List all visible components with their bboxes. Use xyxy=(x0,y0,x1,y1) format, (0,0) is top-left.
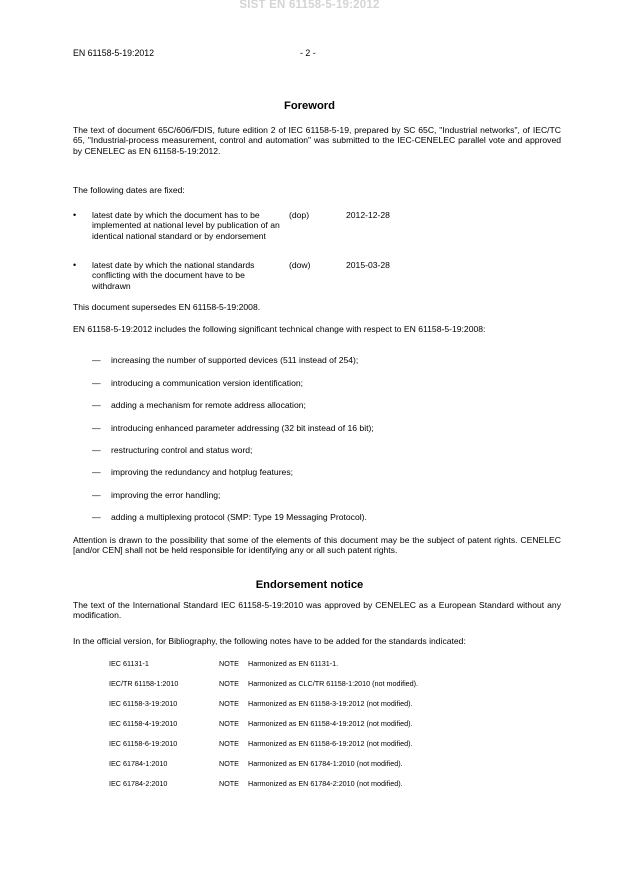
change-item: — improving the redundancy and hotplug features; xyxy=(92,467,294,477)
date-dop-code: (dop) xyxy=(289,210,310,220)
note-label: NOTE xyxy=(219,779,239,788)
changes-intro: EN 61158-5-19:2012 includes the following significant technical change with respect to EN 61158-5-19:2008: xyxy=(73,324,486,334)
endorsement-title: Endorsement notice xyxy=(255,579,364,591)
note-text: Harmonized as EN 61784-1:2010 (not modified). xyxy=(248,759,403,768)
dates-intro: The following dates are fixed: xyxy=(73,185,185,195)
change-item: — restructuring control and status word; xyxy=(92,445,253,455)
note-label: NOTE xyxy=(219,659,239,668)
dash-icon: — xyxy=(92,445,101,455)
bullet-icon: • xyxy=(73,210,77,220)
note-standard: IEC/TR 61158-1:2010 xyxy=(109,679,179,688)
dash-icon: — xyxy=(92,467,101,477)
note-label: NOTE xyxy=(219,739,239,748)
date-dop-text: latest date by which the document has to be implemented at national level by publication of an identical national standard or by endorsement xyxy=(92,210,280,241)
note-standard: IEC 61158-4-19:2010 xyxy=(109,719,178,728)
note-text: Harmonized as EN 61784-2:2010 (not modified). xyxy=(248,779,403,788)
note-standard: IEC 61784-1:2010 xyxy=(109,759,168,768)
header-doc-id: EN 61158-5-19:2012 xyxy=(73,48,155,58)
dash-icon: — xyxy=(92,378,101,388)
note-text: Harmonized as EN 61158-4-19:2012 (not modified). xyxy=(248,719,413,728)
date-dop-value: 2012-12-28 xyxy=(346,210,390,220)
attention-text: Attention is drawn to the possibility that some of the elements of this document may be the subject of patent rights. CENELEC [and/or CEN] shall not be held responsible for identifying any or all such patent rights. xyxy=(73,535,561,556)
note-label: NOTE xyxy=(219,719,239,728)
supersedes-text: This document supersedes EN 61158-5-19:2008. xyxy=(73,302,261,312)
note-text: Harmonized as EN 61158-6-19:2012 (not modified). xyxy=(248,739,413,748)
watermark: SIST EN 61158-5-19:2012 xyxy=(239,0,380,11)
note-label: NOTE xyxy=(219,679,239,688)
dash-icon: — xyxy=(92,400,101,410)
change-item: — increasing the number of supported devices (511 instead of 254); xyxy=(92,355,359,365)
dash-icon: — xyxy=(92,355,101,365)
date-dow-text: latest date by which the national standards conflicting with the document have to be withdrawn xyxy=(92,260,255,291)
note-standard: IEC 61784-2:2010 xyxy=(109,779,168,788)
endorsement-text: The text of the International Standard IEC 61158-5-19:2010 was approved by CENELEC as a European Standard without any modification. xyxy=(73,600,561,621)
note-standard: IEC 61158-3-19:2010 xyxy=(109,699,178,708)
note-text: Harmonized as EN 61158-3-19:2012 (not modified). xyxy=(248,699,413,708)
change-item: — introducing a communication version identification; xyxy=(92,378,304,388)
bullet-icon: • xyxy=(73,260,77,270)
date-dow-value: 2015-03-28 xyxy=(346,260,390,270)
change-item: — introducing enhanced parameter addressing (32 bit instead of 16 bit); xyxy=(92,423,374,433)
bibliography-intro: In the official version, for Bibliography, the following notes have to be added for the standards indicated: xyxy=(73,636,466,646)
note-label: NOTE xyxy=(219,699,239,708)
note-standard: IEC 61131-1 xyxy=(109,659,149,668)
foreword-title: Foreword xyxy=(284,100,335,112)
note-text: Harmonized as EN 61131-1. xyxy=(248,659,339,668)
note-standard: IEC 61158-6-19:2010 xyxy=(109,739,178,748)
header-page-number: - 2 - xyxy=(300,48,316,58)
note-text: Harmonized as CLC/TR 61158-1:2010 (not modified). xyxy=(248,679,419,688)
dash-icon: — xyxy=(92,423,101,433)
note-label: NOTE xyxy=(219,759,239,768)
foreword-intro: The text of document 65C/606/FDIS, future edition 2 of IEC 61158-5-19, prepared by SC 65C, "Industrial networks", of IEC/TC 65, "Industrial-process measurement, control and automation" was submitted to the IEC-CENELEC parallel vote and approved by CENELEC as EN 61158-5-19:2012. xyxy=(73,125,561,156)
change-item: — improving the error handling; xyxy=(92,490,221,500)
dash-icon: — xyxy=(92,490,101,500)
change-item: — adding a multiplexing protocol (SMP: Type 19 Messaging Protocol). xyxy=(92,512,367,522)
change-item: — adding a mechanism for remote address allocation; xyxy=(92,400,306,410)
dash-icon: — xyxy=(92,512,101,522)
date-dow-code: (dow) xyxy=(289,260,311,270)
